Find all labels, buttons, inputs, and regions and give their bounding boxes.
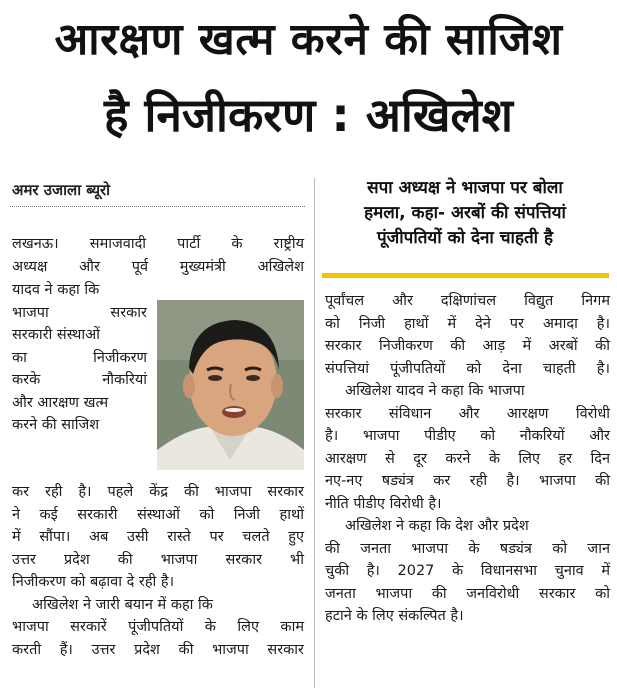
body-line: चुकी है। 2027 के विधानसभा चुनाव में — [325, 563, 610, 579]
subheadline-line: हमला, कहा- अरबों की संपत्तियां — [364, 203, 566, 223]
body-line: कर रही है। पहले केंद्र की भाजपा सरकार — [12, 484, 304, 500]
body-line: की जनता भाजपा के षड्यंत्र को जान — [325, 540, 610, 557]
subheadline-accent-bar — [322, 273, 609, 278]
body-line: आरक्षण से दूर करने के लिए हर दिन — [325, 450, 610, 467]
column-1-wrap — [12, 282, 147, 437]
body-line: है। भाजपा पीडीए को नौकरियों और — [325, 428, 610, 444]
body-line: को निजी हाथों में देने पर अमादा है। — [325, 315, 610, 332]
headline-line-1: आरक्षण खत्म करने की साजिश — [54, 14, 563, 65]
body-line: सरकार निजीकरण की आड़ में अरबों की — [325, 338, 610, 354]
body-line: निजीकरण को बढ़ावा दे रही है। — [12, 574, 175, 590]
body-line: सरकार संविधान और आरक्षण विरोधी — [325, 405, 610, 422]
body-line: यादव ने कहा कि — [12, 282, 100, 298]
body-line: करने की साजिश — [12, 417, 100, 433]
body-line: का निजीकरण — [12, 349, 147, 366]
body-line: में सौंपा। अब उसी रास्ते पर चलते हुए — [12, 529, 304, 545]
body-line: सरकारी संस्थाओं — [12, 327, 100, 343]
column-2 — [325, 290, 610, 628]
body-line: अखिलेश ने जारी बयान में कहा कि — [32, 596, 213, 613]
body-line: भाजपा सरकारें पूंजीपतियों के लिए काम — [12, 619, 304, 635]
headline-line-2: है निजीकरण : अखिलेश — [104, 88, 513, 142]
body-line: नए-नए षड्यंत्र कर रही है। भाजपा की — [325, 473, 610, 489]
subheadline — [320, 176, 610, 251]
column-divider — [314, 178, 315, 688]
column-1-top — [12, 233, 304, 278]
body-line: और आरक्षण खत्म — [12, 394, 109, 411]
body-line: नीति पीडीए विरोधी है। — [325, 495, 442, 512]
body-line: करके नौकरियां — [12, 372, 147, 388]
body-line: अध्यक्ष और पूर्व मुख्यमंत्री अखिलेश — [12, 258, 304, 275]
body-line: लखनऊ। समाजवादी पार्टी के राष्ट्रीय — [12, 236, 304, 252]
byline-divider — [10, 206, 305, 207]
column-1-bottom — [12, 481, 304, 661]
body-line: करती हैं। उत्तर प्रदेश की भाजपा सरकार — [12, 641, 304, 658]
body-line: हटाने के लिए संकल्पित है। — [325, 608, 464, 624]
subheadline-line: सपा अध्यक्ष ने भाजपा पर बोला — [367, 178, 563, 198]
body-line: भाजपा सरकार — [12, 304, 147, 321]
akhilesh-photo — [157, 300, 304, 470]
body-line: अखिलेश ने कहा कि देश और प्रदेश — [345, 518, 529, 534]
body-line: अखिलेश यादव ने कहा कि भाजपा — [345, 383, 525, 399]
body-line: जनता भाजपा की जनविरोधी सरकार को — [325, 585, 610, 602]
body-line: उत्तर प्रदेश की भाजपा सरकार भी — [12, 551, 304, 568]
body-line: ने कई सरकारी संस्थाओं को निजी हाथों — [12, 506, 304, 523]
byline: अमर उजाला ब्यूरो — [12, 181, 111, 199]
body-line: पूर्वांचल और दक्षिणांचल विद्युत निगम — [325, 293, 610, 309]
subheadline-line: पूंजीपतियों को देना चाहती है — [376, 228, 554, 248]
body-line: संपत्तियां पूंजीपतियों को देना चाहती है। — [325, 360, 610, 377]
